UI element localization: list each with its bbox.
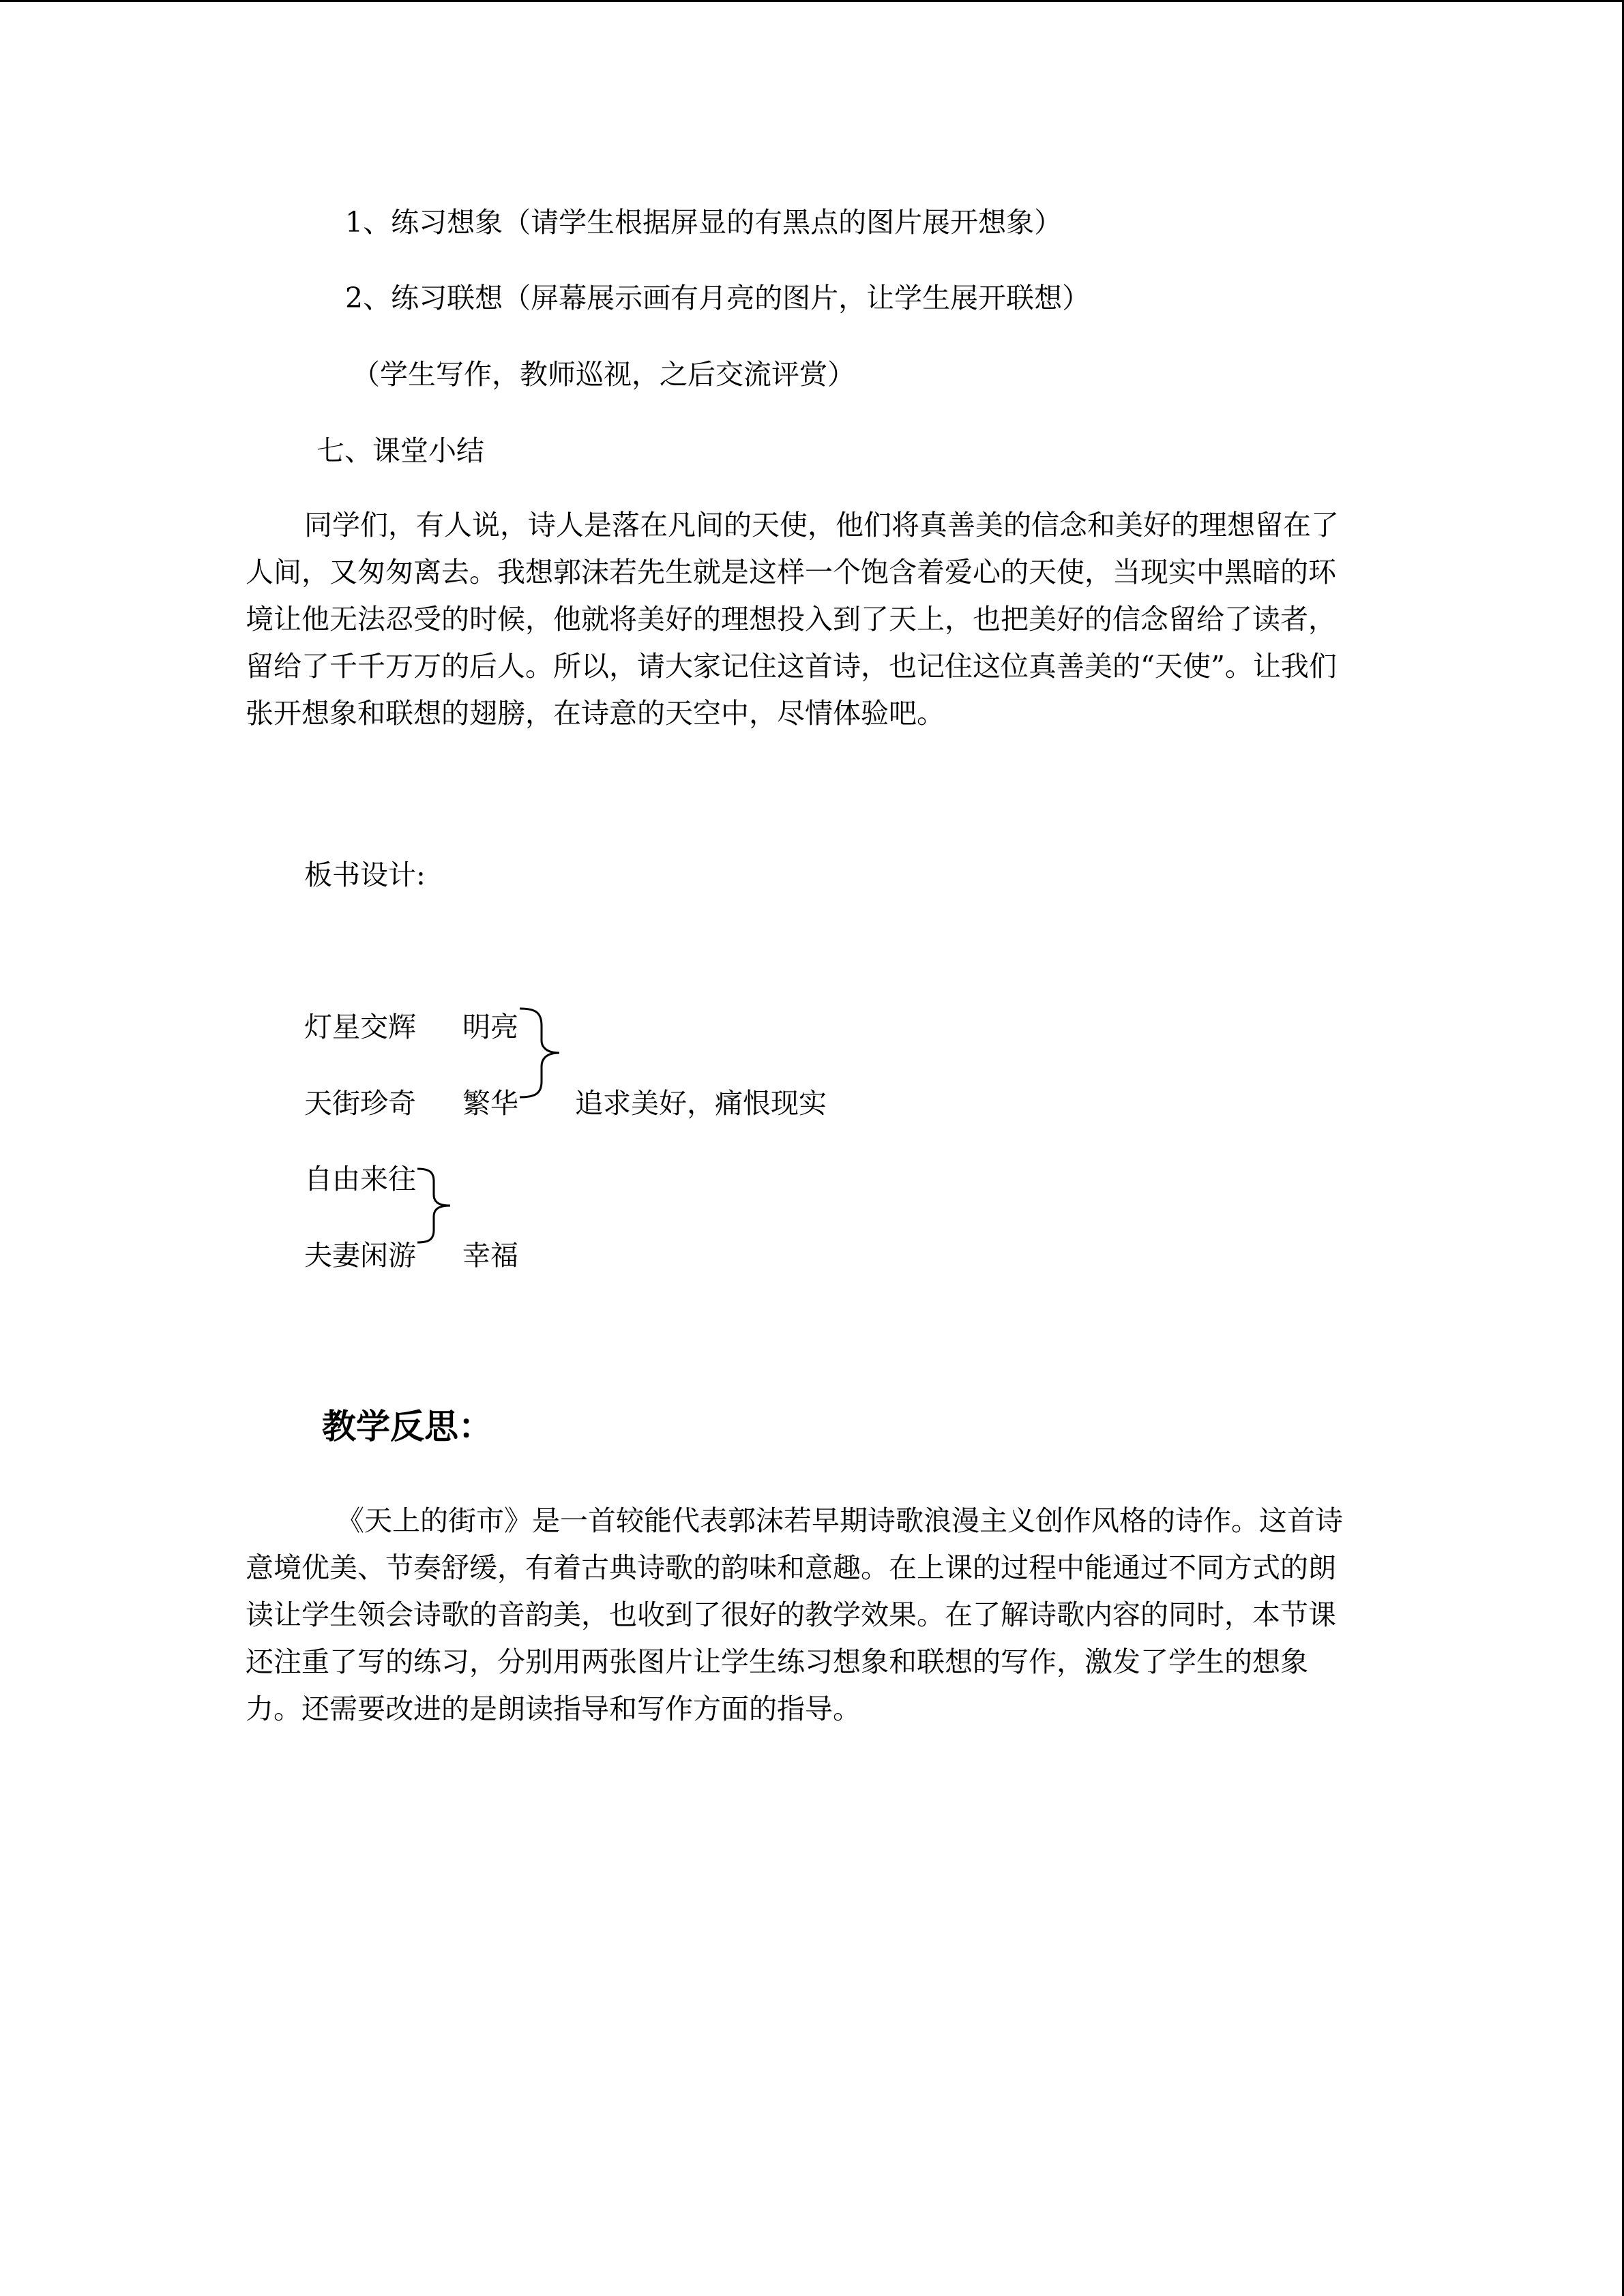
reflection-line: 读让学生领会诗歌的音韵美，也收到了很好的教学效果。在了解诗歌内容的同时，本节课 [246,1598,1336,1631]
summary-heading: 七、课堂小结 [316,434,484,467]
summary-line: 人间，又匆匆离去。我想郭沫若先生就是这样一个饱含着爱心的天使，当现实中黑暗的环 [246,556,1336,588]
reflection-line: 还注重了写的练习，分别用两张图片让学生练习想象和联想的写作，激发了学生的想象 [246,1645,1308,1678]
exercise-2-text: 2、练习联想（屏幕展示画有月亮的图片，让学生展开联想） [345,282,1091,314]
reflection-line: 力。还需要改进的是朗读指导和写作方面的指导。 [246,1693,861,1725]
reflection-line: 《天上的街市》是一首较能代表郭沫若早期诗歌浪漫主义创作风格的诗作。这首诗 [336,1504,1343,1537]
reflection-line: 意境优美、节奏舒缓，有着古典诗歌的韵味和意趣。在上课的过程中能通过不同方式的朗 [246,1551,1336,1584]
summary-line: 张开想象和联想的翅膀，在诗意的天空中，尽情体验吧。 [246,697,945,730]
student-activity-text: （学生写作，教师巡视，之后交流评赏） [352,358,855,391]
board-brace-upper [518,1007,573,1102]
board-row1-left: 灯星交辉 [304,1011,416,1043]
board-row4-left: 夫妻闲游 [304,1239,416,1272]
reflection-heading: 教学反思： [322,1407,492,1446]
summary-line: 同学们，有人说，诗人是落在凡间的天使，他们将真善美的信念和美好的理想留在了 [304,509,1339,541]
summary-line: 境让他无法忍受的时候，他就将美好的理想投入到了天上，也把美好的信念留给了读者， [246,603,1336,636]
board-conclusion: 追求美好，痛恨现实 [575,1087,827,1120]
board-row3-left: 自由来往 [304,1163,416,1195]
board-row2-left: 天街珍奇 [304,1087,416,1120]
board-brace-lower [416,1167,457,1249]
board-row1-right: 明亮 [462,1011,518,1043]
exercise-1-text: 1、练习想象（请学生根据屏显的有黑点的图片展开想象） [345,206,1063,239]
board-row2-right: 繁华 [462,1087,518,1120]
board-design-title: 板书设计: [304,859,426,891]
board-row4-right: 幸福 [462,1239,518,1272]
summary-line: 留给了千千万万的后人。所以，请大家记住这首诗，也记住这位真善美的“天使”。让我们 [246,650,1337,683]
page-top-border [0,0,1624,2]
